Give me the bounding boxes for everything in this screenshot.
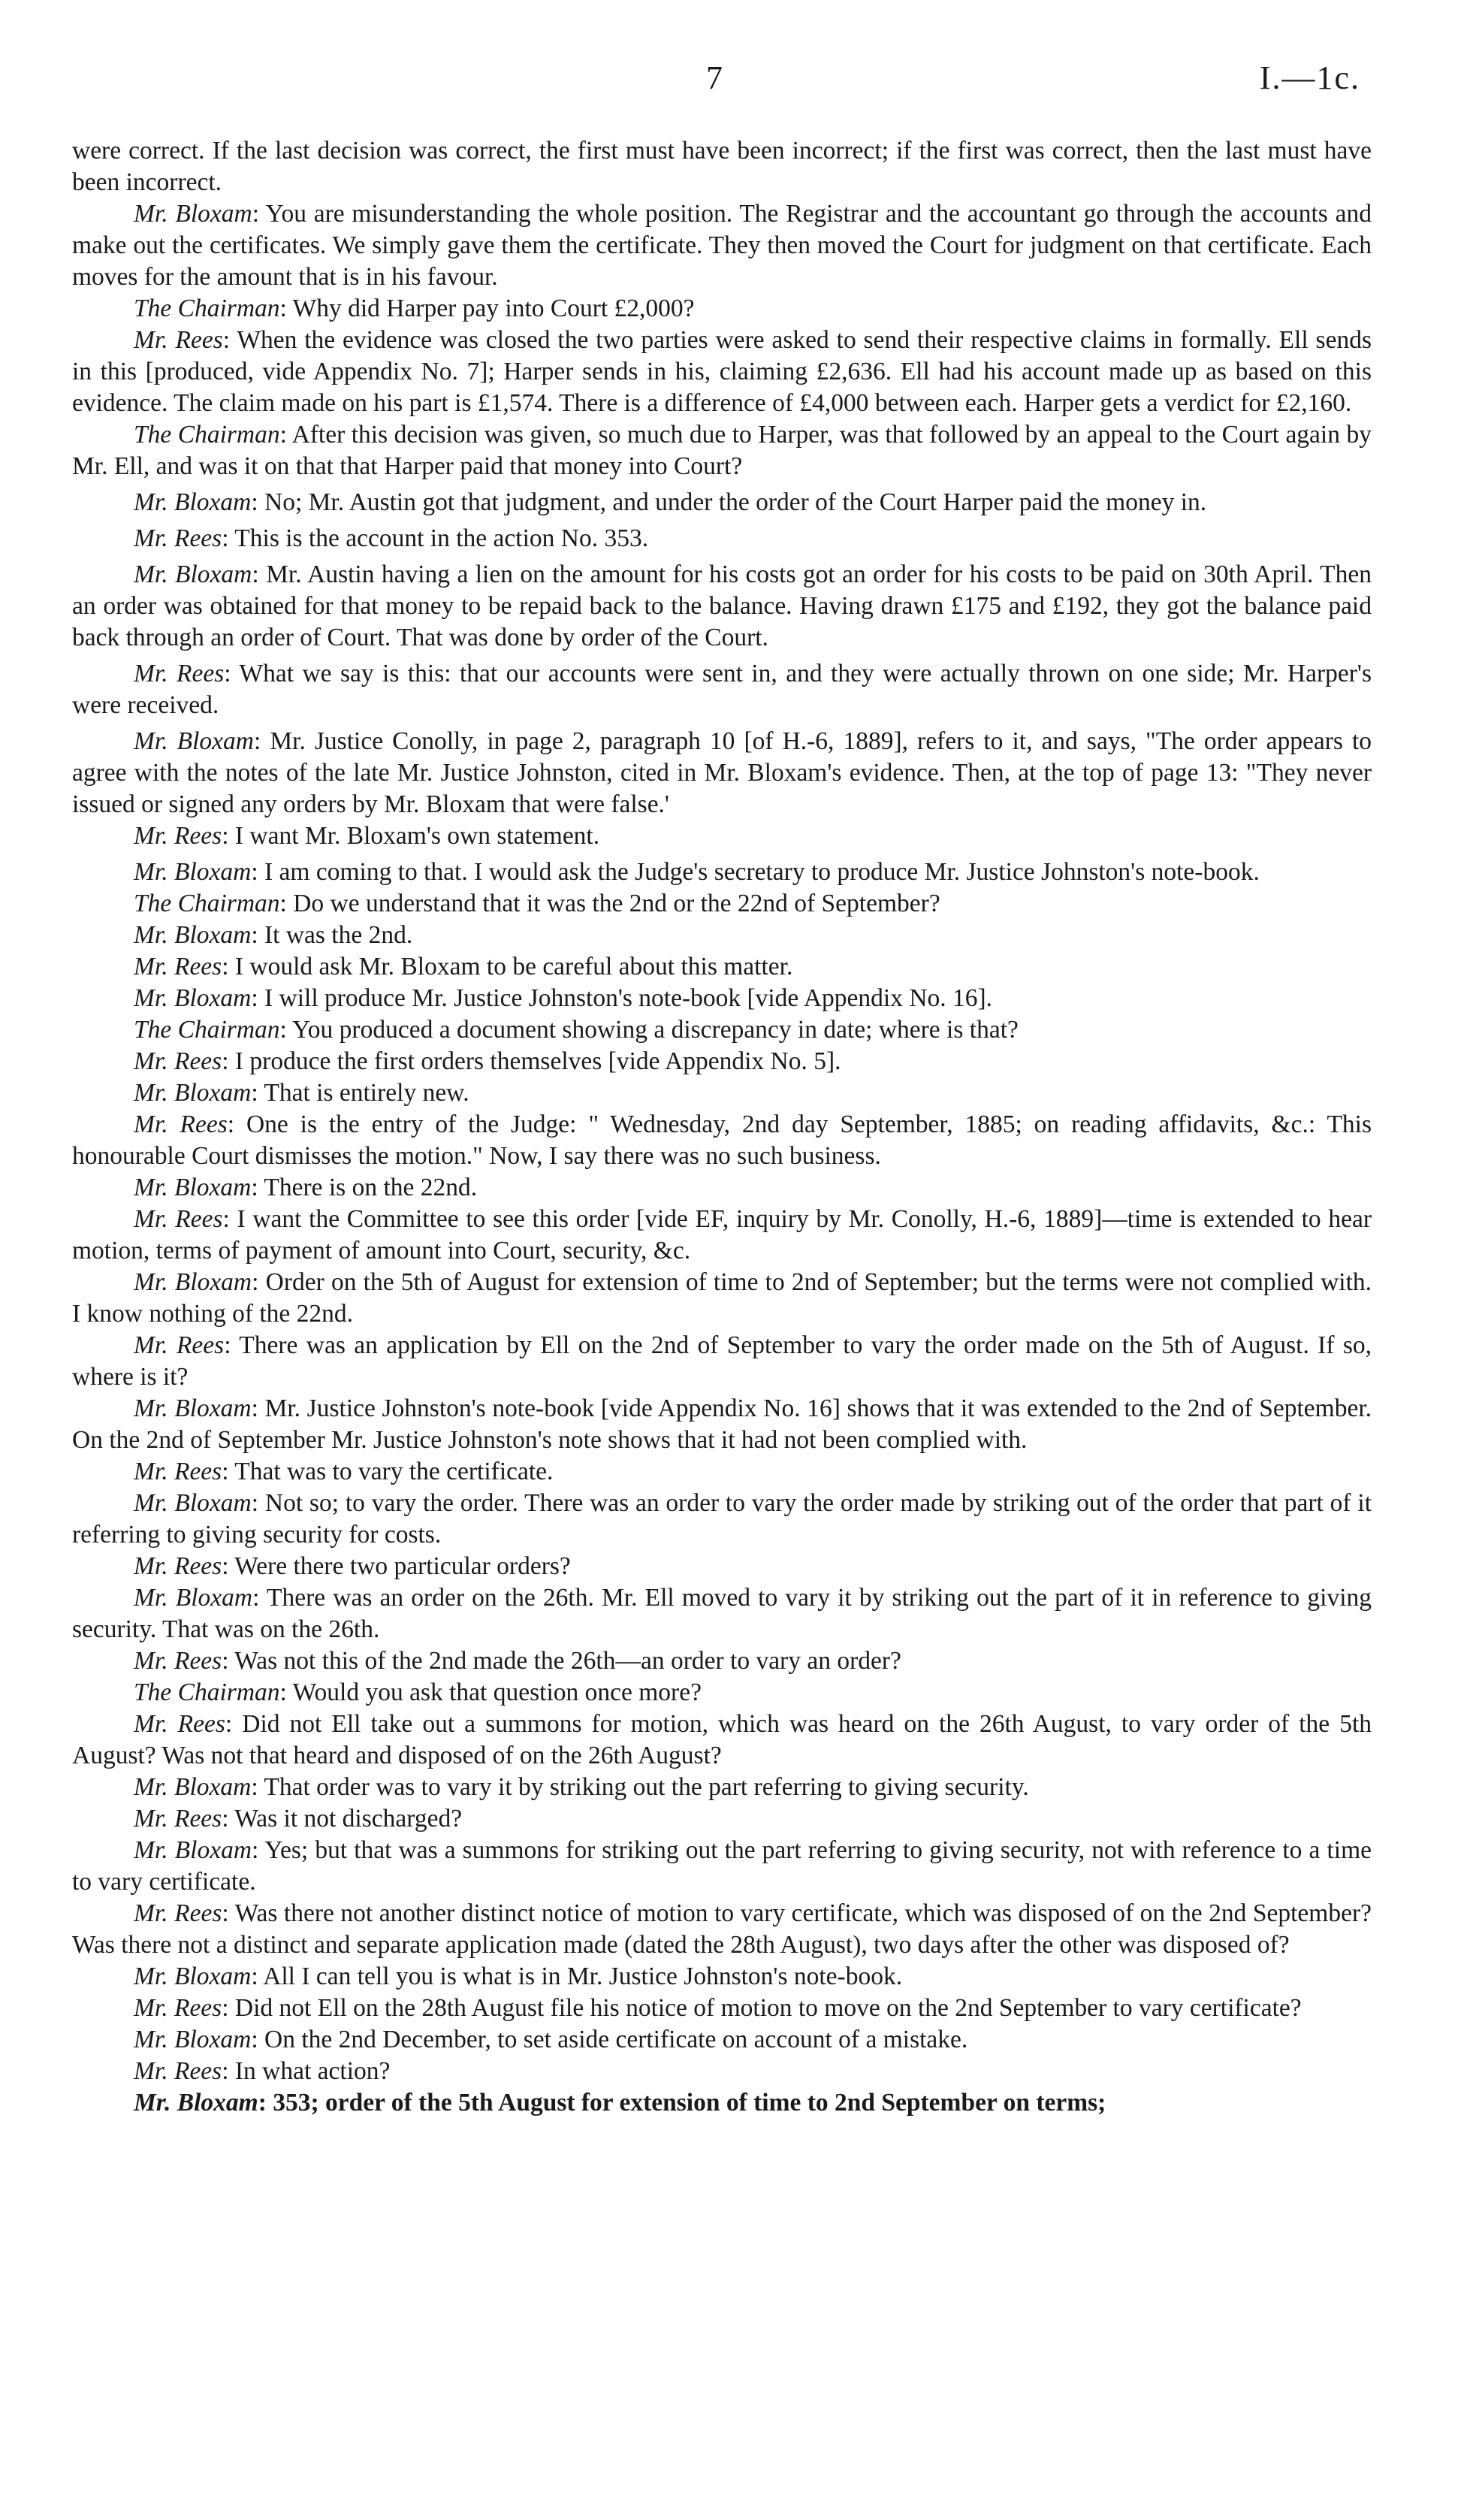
transcript-paragraph: Mr. Bloxam: Order on the 5th of August for extension of time to 2nd of September; but the terms were not complied with. I know nothing of the 22nd. (72, 1268, 1372, 1328)
transcript-paragraph: Mr. Bloxam: That order was to vary it by striking out the part referring to giving security. (134, 1773, 1029, 1801)
speaker-name: Mr. Bloxam (134, 2089, 258, 2117)
statement-text: What we say is this: that our accounts were sent in, and they were actually thrown on one side; Mr. Harper's were received. (72, 660, 1372, 719)
speaker-name: Mr. Bloxam (134, 2026, 252, 2053)
statement-text: I am coming to that. I would ask the Judge's secretary to produce Mr. Justice Johnston's note-book. (264, 858, 1260, 886)
transcript-paragraph: Mr. Rees: I would ask Mr. Bloxam to be careful about this matter. (134, 953, 793, 981)
statement-text: After this decision was given, so much due to Harper, was that followed by an appeal to the Court again by Mr. Ell, and was it on that that Harper paid that money into Court? (72, 421, 1372, 480)
transcript-paragraph: Mr. Rees: I want the Committee to see this order [vide EF, inquiry by Mr. Conolly, H.-6, 1889]—time is extended to hear motion, terms of payment of amount into Court, security, &c. (72, 1205, 1372, 1265)
speaker-name: The Chairman (134, 421, 280, 449)
transcript-paragraph: Mr. Rees: Was it not discharged? (134, 1805, 463, 1833)
speaker-name: Mr. Bloxam (134, 488, 252, 516)
statement-text: In what action? (234, 2057, 391, 2085)
statement-text: Do we understand that it was the 2nd or the 22nd of September? (293, 890, 940, 917)
transcript-paragraph: Mr. Rees: I want Mr. Bloxam's own statement. (134, 822, 600, 850)
statement-text: There is on the 22nd. (264, 1174, 478, 1201)
statement-text: It was the 2nd. (264, 921, 413, 949)
statement-text: That is entirely new. (264, 1079, 469, 1107)
transcript-paragraph: Mr. Bloxam: Yes; but that was a summons for striking out the part referring to giving security, not with reference to a time to vary certificate. (72, 1836, 1372, 1896)
speaker-name: Mr. Rees (134, 326, 223, 354)
speaker-name: Mr. Bloxam (134, 200, 252, 228)
statement-text: Mr. Austin having a lien on the amount for his costs got an order for his costs to be paid on 30th April. Then an order was obtained for that money to be repaid back to the balance. Having drawn £175 and £192, they got the balance paid back through an order of Court. That was done by order of the Court. (72, 561, 1372, 651)
speaker-name: Mr. Bloxam (134, 1836, 252, 1864)
speaker-name: The Chairman (134, 295, 280, 322)
transcript-paragraph: Mr. Rees: This is the account in the action No. 353. (134, 524, 649, 552)
statement-text: You produced a document showing a discrepancy in date; where is that? (291, 1016, 1019, 1044)
speaker-name: Mr. Rees (134, 1710, 225, 1738)
transcript-paragraph: Mr. Bloxam: That is entirely new. (134, 1079, 469, 1107)
transcript-paragraph: Mr. Rees: What we say is this: that our accounts were sent in, and they were actually thrown on one side; Mr. Harper's were received. (72, 660, 1372, 719)
transcript-paragraph: Mr. Bloxam: There is on the 22nd. (134, 1174, 478, 1201)
statement-text: You are misunderstanding the whole position. The Registrar and the accountant go through the accounts and make out the certificates. We simply gave them the certificate. They then moved the Court for judgment on that certificate. Each moves for the amount that is in his favour. (72, 200, 1372, 291)
speaker-name: Mr. Bloxam (134, 1489, 252, 1517)
speaker-name: Mr. Bloxam (134, 1584, 253, 1612)
speaker-name: The Chairman (134, 890, 280, 917)
statement-text: That was to vary the certificate. (234, 1458, 554, 1485)
transcript-paragraph: The Chairman: Would you ask that question once more? (134, 1678, 702, 1706)
transcript-paragraph: Mr. Rees: One is the entry of the Judge: " Wednesday, 2nd day September, 1885; on reading affidavits, &c.: This honourable Court dismisses the motion." Now, I say there was no such business. (72, 1110, 1372, 1170)
statement-text: I will produce Mr. Justice Johnston's note-book [vide Appendix No. 16]. (264, 984, 993, 1012)
statement-text: On the 2nd December, to set aside certificate on account of a mistake. (264, 2026, 968, 2053)
speaker-name: Mr. Rees (134, 1552, 222, 1580)
transcript-paragraph: Mr. Rees: When the evidence was closed the two parties were asked to send their respective claims in formally. Ell sends in this [produced, vide Appendix No. 7]; Harper sends in his, claiming £2,636. Ell had his account made up as based on this evidence. The claim made on his part is £1,574. There is a difference of £4,000 between each. Harper gets a verdict for £2,160. (72, 326, 1372, 417)
statement-text: Not so; to vary the order. There was an order to vary the order made by striking out of the order that part of it referring to giving security for costs. (72, 1489, 1372, 1549)
page-number: 7 (706, 59, 723, 96)
speaker-name: Mr. Rees (134, 822, 222, 850)
statement-text: Order on the 5th of August for extension of time to 2nd of September; but the terms were not complied with. I know nothing of the 22nd. (72, 1268, 1372, 1328)
transcript-paragraph: Mr. Bloxam: Mr. Justice Conolly, in page 2, paragraph 10 [of H.-6, 1889], refers to it, and says, "The order appears to agree with the notes of the late Mr. Justice Johnston, cited in Mr. Bloxam's evidence. Then, at the top of page 13: "They never issued or signed any orders by Mr. Bloxam that were false.' (72, 727, 1372, 818)
transcript-paragraph: Mr. Rees: Was there not another distinct notice of motion to vary certificate, which was disposed of on the 2nd September? Was there not a distinct and separate application made (dated the 28th August), two days after the other was disposed of? (72, 1899, 1372, 1959)
transcript-paragraph: Mr. Rees: Were there two particular orders? (134, 1552, 571, 1580)
transcript-paragraph: Mr. Bloxam: All I can tell you is what is in Mr. Justice Johnston's note-book. (134, 1963, 903, 1990)
statement-text: Was there not another distinct notice of motion to vary certificate, which was disposed of on the 2nd September? Was there not a distinct and separate application made (dated the 28th August), two days after the other was disposed of? (72, 1899, 1372, 1959)
statement-text: were correct. If the last decision was correct, the first must have been incorrect; if the first was correct, then the last must have been incorrect. (72, 137, 1372, 196)
transcript-paragraph: Mr. Bloxam: On the 2nd December, to set aside certificate on account of a mistake. (134, 2026, 968, 2053)
statement-text: When the evidence was closed the two parties were asked to send their respective claims in formally. Ell sends in this [produced, vide Appendix No. 7]; Harper sends in his, claiming £2,636. Ell had his account made up as based on this evidence. The claim made on his part is £1,574. There is a difference of £4,000 between each. Harper gets a verdict for £2,160. (72, 326, 1372, 417)
statement-text: 353; order of the 5th August for extension of time to 2nd September on terms; (273, 2089, 1106, 2117)
statement-text: There was an application by Ell on the 2nd of September to vary the order made on the 5th of August. If so, where is it? (72, 1331, 1372, 1391)
transcript-paragraph: Mr. Rees: Was not this of the 2nd made the 26th—an order to vary an order? (134, 1647, 901, 1675)
transcript-paragraph: Mr. Rees: In what action? (134, 2057, 391, 2085)
statement-text: Was not this of the 2nd made the 26th—an order to vary an order? (234, 1647, 901, 1675)
speaker-name: Mr. Bloxam (134, 1174, 252, 1201)
transcript-paragraph: Mr. Rees: Did not Ell take out a summons for motion, which was heard on the 26th August, to vary order of the 5th August? Was not that heard and disposed of on the 26th August? (72, 1710, 1372, 1769)
speaker-name: Mr. Rees (134, 1110, 228, 1138)
transcript-paragraph: Mr. Bloxam: 353; order of the 5th August for extension of time to 2nd September on terms; (134, 2089, 1106, 2117)
speaker-name: Mr. Bloxam (134, 727, 254, 755)
statement-text: That order was to vary it by striking out the part referring to giving security. (264, 1773, 1029, 1801)
speaker-name: Mr. Bloxam (134, 1773, 252, 1801)
speaker-name: Mr. Bloxam (134, 1394, 252, 1422)
transcript-paragraph: Mr. Bloxam: I will produce Mr. Justice Johnston's note-book [vide Appendix No. 16]. (134, 984, 993, 1012)
transcript-paragraph: The Chairman: After this decision was given, so much due to Harper, was that followed by an appeal to the Court again by Mr. Ell, and was it on that that Harper paid that money into Court? (72, 421, 1372, 480)
statement-text: I want the Committee to see this order [vide EF, inquiry by Mr. Conolly, H.-6, 1889]—time is extended to hear motion, terms of payment of amount into Court, security, &c. (72, 1205, 1372, 1265)
speaker-name: Mr. Rees (134, 1805, 222, 1833)
statement-text: Did not Ell take out a summons for motion, which was heard on the 26th August, to vary order of the 5th August? Was not that heard and disposed of on the 26th August? (72, 1710, 1372, 1769)
speaker-name: Mr. Bloxam (134, 1079, 252, 1107)
statement-text: Mr. Justice Johnston's note-book [vide Appendix No. 16] shows that it was extended to the 2nd of September. On the 2nd of September Mr. Justice Johnston's note shows that it had not been complied with. (72, 1394, 1372, 1454)
transcript-body (72, 135, 1372, 2119)
speaker-name: Mr. Rees (134, 1047, 222, 1075)
transcript-paragraph: Mr. Rees: There was an application by Ell on the 2nd of September to vary the order made on the 5th of August. If so, where is it? (72, 1331, 1372, 1391)
speaker-name: Mr. Rees (134, 1458, 222, 1485)
speaker-name: Mr. Rees (134, 524, 222, 552)
transcript-paragraph: Mr. Bloxam: You are misunderstanding the whole position. The Registrar and the accountant go through the accounts and make out the certificates. We simply gave them the certificate. They then moved the Court for judgment on that certificate. Each moves for the amount that is in his favour. (72, 200, 1372, 291)
transcript-paragraph: Mr. Bloxam: It was the 2nd. (134, 921, 413, 949)
transcript-paragraph: The Chairman: Why did Harper pay into Court £2,000? (134, 295, 695, 322)
speaker-name: Mr. Bloxam (134, 1963, 252, 1990)
transcript-paragraph: Mr. Bloxam: There was an order on the 26th. Mr. Ell moved to vary it by striking out the part of it in reference to giving security. That was on the 26th. (72, 1584, 1372, 1643)
statement-text: One is the entry of the Judge: " Wednesday, 2nd day September, 1885; on reading affidavits, &c.: This honourable Court dismisses the motion." Now, I say there was no such business. (72, 1110, 1372, 1170)
statement-text: There was an order on the 26th. Mr. Ell moved to vary it by striking out the part of it in reference to giving security. That was on the 26th. (72, 1584, 1372, 1643)
statement-text: Mr. Justice Conolly, in page 2, paragraph 10 [of H.-6, 1889], refers to it, and says, "The order appears to agree with the notes of the late Mr. Justice Johnston, cited in Mr. Bloxam's evidence. Then, at the top of page 13: "They never issued or signed any orders by Mr. Bloxam that were false.' (72, 727, 1372, 818)
statement-text: This is the account in the action No. 353. (234, 524, 649, 552)
speaker-name: Mr. Bloxam (134, 1268, 252, 1296)
speaker-name: Mr. Rees (134, 1994, 222, 2022)
transcript-paragraph: Mr. Bloxam: Mr. Justice Johnston's note-book [vide Appendix No. 16] shows that it was extended to the 2nd of September. On the 2nd of September Mr. Justice Johnston's note shows that it had not been complied with. (72, 1394, 1372, 1454)
statement-text: Was it not discharged? (234, 1805, 463, 1833)
statement-text: Did not Ell on the 28th August file his notice of motion to move on the 2nd September to vary certificate? (234, 1994, 1302, 2022)
transcript-paragraph: Mr. Rees: I produce the first orders themselves [vide Appendix No. 5]. (134, 1047, 841, 1075)
speaker-name: Mr. Rees (134, 2057, 222, 2085)
speaker-name: Mr. Bloxam (134, 984, 252, 1012)
statement-text: All I can tell you is what is in Mr. Justice Johnston's note-book. (263, 1963, 903, 1990)
statement-text: I would ask Mr. Bloxam to be careful about this matter. (234, 953, 793, 981)
transcript-paragraph (72, 135, 1372, 198)
transcript-paragraph: Mr. Bloxam: No; Mr. Austin got that judgment, and under the order of the Court Harper paid the money in. (134, 488, 1207, 516)
transcript-paragraph: Mr. Rees: That was to vary the certificate. (134, 1458, 554, 1485)
transcript-paragraph: Mr. Bloxam: Not so; to vary the order. There was an order to vary the order made by striking out of the order that part of it referring to giving security for costs. (72, 1489, 1372, 1549)
statement-text: I produce the first orders themselves [vide Appendix No. 5]. (234, 1047, 841, 1075)
transcript-paragraph: The Chairman: You produced a document showing a discrepancy in date; where is that? (134, 1016, 1019, 1044)
speaker-name: Mr. Bloxam (134, 561, 252, 588)
statement-text: No; Mr. Austin got that judgment, and under the order of the Court Harper paid the money in. (264, 488, 1207, 516)
transcript-paragraph: Mr. Bloxam: I am coming to that. I would ask the Judge's secretary to produce Mr. Justice Johnston's note-book. (134, 858, 1260, 886)
series-reference: I.—1c. (1259, 59, 1360, 96)
speaker-name: Mr. Bloxam (134, 858, 252, 886)
speaker-name: Mr. Rees (134, 1899, 222, 1927)
statement-text: Why did Harper pay into Court £2,000? (292, 295, 695, 322)
transcript-paragraph: Mr. Rees: Did not Ell on the 28th August file his notice of motion to move on the 2nd September to vary certificate? (134, 1994, 1302, 2022)
statement-text: Were there two particular orders? (234, 1552, 571, 1580)
speaker-name: Mr. Bloxam (134, 921, 252, 949)
speaker-name: The Chairman (134, 1678, 280, 1706)
speaker-name: The Chairman (134, 1016, 280, 1044)
speaker-name: Mr. Rees (134, 1205, 223, 1233)
speaker-name: Mr. Rees (134, 660, 225, 687)
statement-text: Yes; but that was a summons for striking out the part referring to giving security, not with reference to a time to vary certificate. (72, 1836, 1372, 1896)
transcript-paragraph: The Chairman: Do we understand that it was the 2nd or the 22nd of September? (134, 890, 940, 917)
statement-text: Would you ask that question once more? (292, 1678, 702, 1706)
speaker-name: Mr. Rees (134, 1647, 222, 1675)
speaker-name: Mr. Rees (134, 1331, 225, 1359)
speaker-name: Mr. Rees (134, 953, 222, 981)
transcript-paragraph: Mr. Bloxam: Mr. Austin having a lien on the amount for his costs got an order for his costs to be paid on 30th April. Then an order was obtained for that money to be repaid back to the balance. Having drawn £175 and £192, they got the balance paid back through an order of Court. That was done by order of the Court. (72, 561, 1372, 651)
statement-text: I want Mr. Bloxam's own statement. (234, 822, 600, 850)
